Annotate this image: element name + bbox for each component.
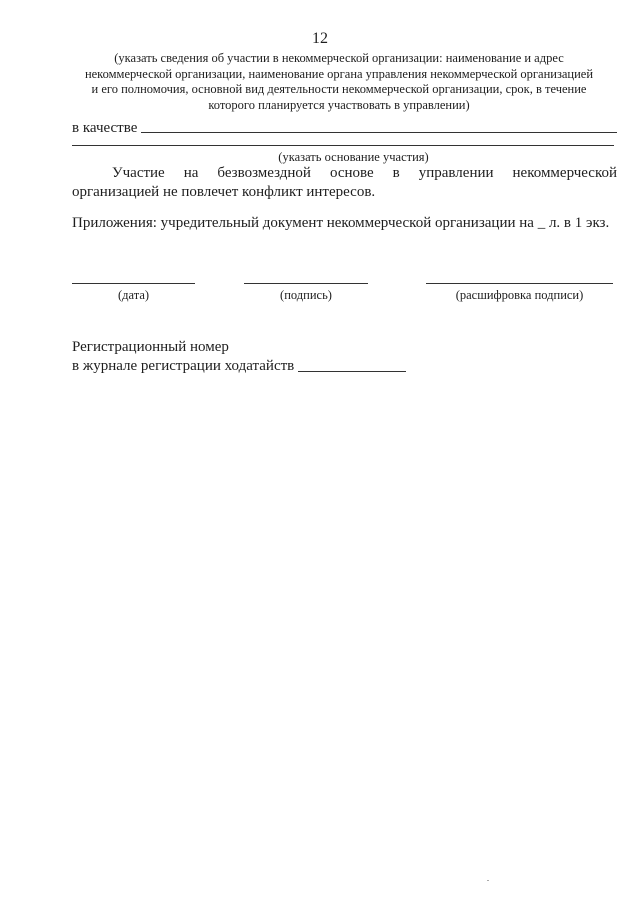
- registration-line-1: [72, 338, 406, 357]
- org-info-hint-line: некоммерческой организации, наименование органа управления некоммерческой организацией: [84, 66, 594, 81]
- participation-word: основе: [329, 165, 374, 181]
- participation-word: в: [392, 165, 400, 181]
- org-info-hint-line: которого планируется участвовать в управлении): [208, 97, 470, 112]
- registration-blank-line: [298, 371, 406, 372]
- attachments-line: Приложения: учредительный документ некоммерческой организации на _ л. в 1 экз.: [72, 215, 610, 231]
- date-blank-line: [72, 283, 195, 284]
- participation-line-1: [72, 164, 617, 183]
- capacity-blank-line: [141, 132, 617, 133]
- signature-blank-line: [244, 283, 368, 284]
- participation-word: на: [183, 165, 199, 181]
- capacity-field: [72, 117, 617, 137]
- registration-journal-label: в журнале регистрации ходатайств: [72, 358, 295, 374]
- decoding-blank-line: [426, 283, 613, 284]
- basis-hint: (указать основание участия): [278, 150, 429, 164]
- participation-line-2: организацией не повлечет конфликт интересов.: [72, 184, 376, 200]
- registration-line-2: [72, 357, 406, 376]
- page-number: 12: [312, 30, 328, 47]
- decoding-label: (расшифровка подписи): [455, 288, 584, 302]
- participation-word: Участие: [112, 165, 165, 181]
- registration-label: Регистрационный номер: [72, 339, 229, 355]
- participation-word: безвозмездной: [217, 165, 311, 181]
- capacity-label: в качестве: [72, 120, 138, 136]
- participation-word: управлении: [418, 165, 494, 181]
- date-label: (дата): [117, 288, 150, 302]
- org-info-hint-line: (указать сведения об участии в некоммерческой организации: наименование и адрес: [114, 51, 564, 65]
- org-info-hint: [64, 51, 614, 113]
- registration-block: [72, 338, 406, 376]
- basis-blank-line: [72, 145, 614, 146]
- org-info-hint-line: и его полномочия, основной вид деятельности некоммерческой организации, срок, в течение: [91, 82, 587, 96]
- signature-label: (подпись): [280, 288, 332, 302]
- scan-speck: [487, 880, 489, 881]
- participation-statement: [72, 164, 617, 202]
- participation-word: некоммерческой: [512, 165, 617, 181]
